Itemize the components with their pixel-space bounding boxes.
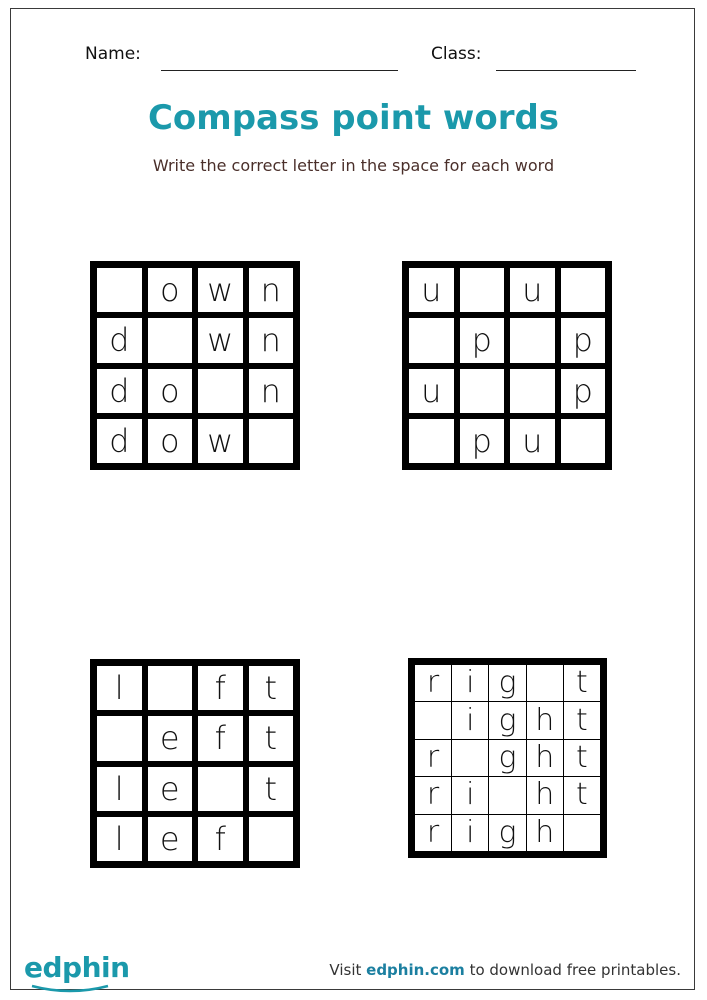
blank-letter-cell[interactable] bbox=[561, 419, 606, 463]
letter-cell: g bbox=[489, 740, 525, 776]
letter-cell: l bbox=[97, 767, 142, 811]
letter-cell: u bbox=[409, 369, 454, 413]
letter-cell: g bbox=[489, 702, 525, 738]
letter-cell: n bbox=[249, 369, 294, 413]
puzzle-grid-right bbox=[408, 658, 607, 858]
letter-cell: t bbox=[249, 666, 294, 710]
letter-cell: h bbox=[527, 777, 563, 813]
letter-cell: n bbox=[249, 318, 294, 362]
letter-cell: u bbox=[510, 419, 555, 463]
edphin-logo: edphin bbox=[24, 951, 130, 984]
footer-rest-text: to download free printables. bbox=[464, 961, 681, 979]
letter-cell: h bbox=[527, 702, 563, 738]
letter-cell: i bbox=[452, 815, 488, 851]
letter-cell: o bbox=[148, 369, 193, 413]
footer-note bbox=[329, 961, 681, 979]
letter-cell: r bbox=[415, 740, 451, 776]
puzzle-grid-left bbox=[90, 659, 300, 868]
blank-letter-cell[interactable] bbox=[249, 419, 294, 463]
name-field[interactable] bbox=[161, 70, 398, 71]
letter-cell: p bbox=[460, 419, 505, 463]
letter-cell: e bbox=[148, 767, 193, 811]
blank-letter-cell[interactable] bbox=[409, 419, 454, 463]
blank-letter-cell[interactable] bbox=[198, 369, 243, 413]
blank-letter-cell[interactable] bbox=[97, 716, 142, 760]
letter-cell: p bbox=[561, 369, 606, 413]
blank-letter-cell[interactable] bbox=[249, 817, 294, 861]
letter-cell: i bbox=[452, 777, 488, 813]
name-label: Name: bbox=[85, 44, 141, 64]
blank-letter-cell[interactable] bbox=[510, 318, 555, 362]
letter-cell: t bbox=[564, 665, 600, 701]
blank-letter-cell[interactable] bbox=[415, 702, 451, 738]
letter-cell: o bbox=[148, 268, 193, 312]
blank-letter-cell[interactable] bbox=[460, 369, 505, 413]
blank-letter-cell[interactable] bbox=[97, 268, 142, 312]
letter-cell: e bbox=[148, 817, 193, 861]
blank-letter-cell[interactable] bbox=[148, 318, 193, 362]
letter-cell: n bbox=[249, 268, 294, 312]
letter-cell: f bbox=[198, 817, 243, 861]
letter-cell: p bbox=[460, 318, 505, 362]
letter-cell: i bbox=[452, 702, 488, 738]
blank-letter-cell[interactable] bbox=[564, 815, 600, 851]
letter-cell: w bbox=[198, 268, 243, 312]
blank-letter-cell[interactable] bbox=[561, 268, 606, 312]
letter-cell: f bbox=[198, 716, 243, 760]
letter-cell: l bbox=[97, 666, 142, 710]
letter-cell: d bbox=[97, 419, 142, 463]
letter-cell: d bbox=[97, 369, 142, 413]
footer-visit-text: Visit bbox=[329, 961, 367, 979]
blank-letter-cell[interactable] bbox=[452, 740, 488, 776]
puzzle-grid-down bbox=[90, 261, 300, 470]
letter-cell: w bbox=[198, 318, 243, 362]
letter-cell: t bbox=[564, 777, 600, 813]
letter-cell: g bbox=[489, 815, 525, 851]
letter-cell: o bbox=[148, 419, 193, 463]
blank-letter-cell[interactable] bbox=[527, 665, 563, 701]
footer-link[interactable]: edphin.com bbox=[366, 961, 465, 979]
letter-cell: w bbox=[198, 419, 243, 463]
letter-cell: l bbox=[97, 817, 142, 861]
letter-cell: i bbox=[452, 665, 488, 701]
worksheet-instructions: Write the correct letter in the space for each word bbox=[152, 156, 555, 175]
blank-letter-cell[interactable] bbox=[198, 767, 243, 811]
logo-swoosh-icon bbox=[30, 984, 110, 994]
class-label: Class: bbox=[431, 44, 482, 64]
letter-cell: h bbox=[527, 740, 563, 776]
class-field[interactable] bbox=[496, 70, 636, 71]
letter-cell: h bbox=[527, 815, 563, 851]
letter-cell: f bbox=[198, 666, 243, 710]
blank-letter-cell[interactable] bbox=[510, 369, 555, 413]
blank-letter-cell[interactable] bbox=[460, 268, 505, 312]
letter-cell: t bbox=[249, 767, 294, 811]
letter-cell: u bbox=[510, 268, 555, 312]
blank-letter-cell[interactable] bbox=[489, 777, 525, 813]
worksheet-title: Compass point words bbox=[147, 98, 560, 138]
letter-cell: u bbox=[409, 268, 454, 312]
blank-letter-cell[interactable] bbox=[148, 666, 193, 710]
puzzle-grid-up bbox=[402, 261, 612, 470]
letter-cell: r bbox=[415, 777, 451, 813]
letter-cell: r bbox=[415, 815, 451, 851]
blank-letter-cell[interactable] bbox=[409, 318, 454, 362]
letter-cell: d bbox=[97, 318, 142, 362]
letter-cell: t bbox=[564, 740, 600, 776]
letter-cell: p bbox=[561, 318, 606, 362]
letter-cell: t bbox=[249, 716, 294, 760]
letter-cell: e bbox=[148, 716, 193, 760]
letter-cell: g bbox=[489, 665, 525, 701]
letter-cell: r bbox=[415, 665, 451, 701]
letter-cell: t bbox=[564, 702, 600, 738]
